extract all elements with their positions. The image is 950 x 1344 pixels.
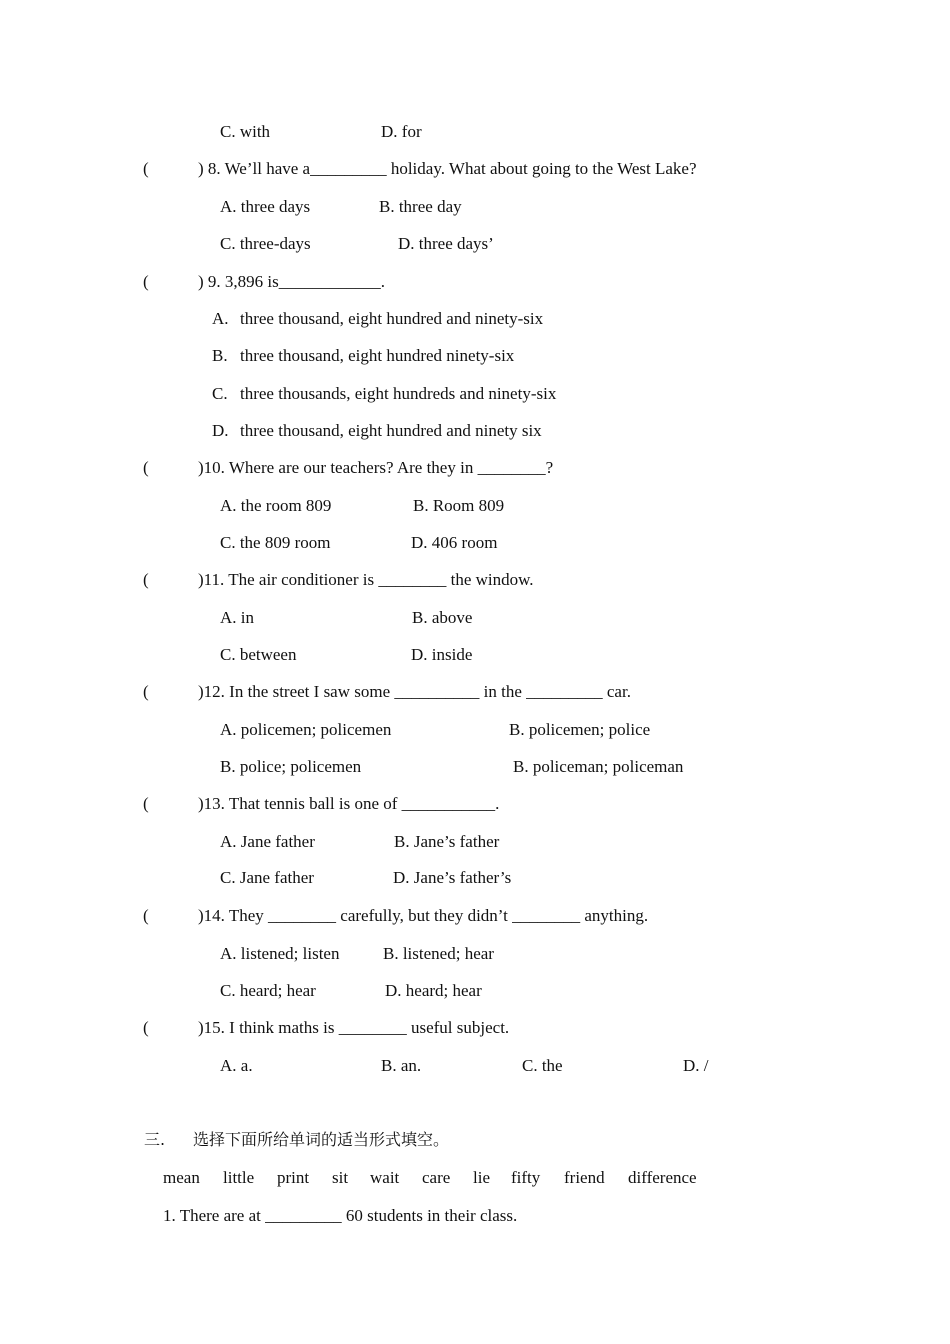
q8-option-d: D. three days’: [398, 234, 494, 253]
q9-option-c-letter: C.: [212, 384, 228, 403]
q15-option-a: A. a.: [220, 1056, 253, 1075]
q10-answer-paren: (: [143, 458, 149, 477]
word-bank-word: sit: [332, 1168, 349, 1187]
q13-stem: )13. That tennis ball is one of ___________.: [198, 794, 500, 813]
q10-option-c: C. the 809 room: [220, 533, 331, 552]
q15-stem: )15. I think maths is ________ useful subject.: [198, 1018, 510, 1037]
q13-option-c: C. Jane father: [220, 868, 314, 887]
q10-option-b: B. Room 809: [413, 496, 505, 515]
word-bank-word: care: [422, 1168, 451, 1187]
q11-option-c: C. between: [220, 645, 297, 664]
q14-answer-paren: (: [143, 906, 149, 925]
q9-option-d-text: three thousand, eight hundred and ninety six: [240, 421, 542, 440]
q8-answer-paren: (: [143, 159, 149, 178]
q15-option-b: B. an.: [381, 1056, 422, 1075]
q12-answer-paren: (: [143, 682, 149, 701]
q7-option-d: D. for: [381, 122, 422, 141]
q14-option-d: D. heard; hear: [385, 981, 482, 1000]
q13-answer-paren: (: [143, 794, 149, 813]
word-bank-word: difference: [628, 1168, 697, 1187]
q12-option-b: B. policemen; police: [509, 720, 651, 739]
q15-option-d: D. /: [683, 1056, 709, 1075]
q8-option-c: C. three-days: [220, 234, 311, 253]
word-bank-word: little: [223, 1168, 255, 1187]
q11-stem: )11. The air conditioner is ________ the window.: [198, 570, 534, 589]
q13-option-d: D. Jane’s father’s: [393, 868, 512, 887]
q9-option-a-letter: A.: [212, 309, 229, 328]
q13-option-b: B. Jane’s father: [394, 832, 500, 851]
q7-option-c: C. with: [220, 122, 271, 141]
word-bank-word: wait: [370, 1168, 400, 1187]
q9-answer-paren: (: [143, 272, 149, 291]
q9-option-a-text: three thousand, eight hundred and ninety-six: [240, 309, 544, 328]
section-3-title: 选择下面所给单词的适当形式填空。: [193, 1130, 450, 1149]
word-bank-word: fifty: [511, 1168, 541, 1187]
word-bank-word: friend: [564, 1168, 605, 1187]
q14-option-a: A. listened; listen: [220, 944, 340, 963]
q11-option-b: B. above: [412, 608, 473, 627]
q9-option-b-text: three thousand, eight hundred ninety-six: [240, 346, 515, 365]
q9-option-c-text: three thousands, eight hundreds and ninety-six: [240, 384, 557, 403]
q14-option-c: C. heard; hear: [220, 981, 316, 1000]
q12-stem: )12. In the street I saw some __________ in the _________ car.: [198, 682, 631, 701]
q9-stem: ) 9. 3,896 is____________.: [198, 272, 385, 291]
q8-stem: ) 8. We’ll have a_________ holiday. What about going to the West Lake?: [198, 159, 697, 178]
q12-option-c: B. police; policemen: [220, 757, 362, 776]
q12-option-d: B. policeman; policeman: [513, 757, 684, 776]
word-bank-word: print: [277, 1168, 310, 1187]
section-3-item-1: 1. There are at _________ 60 students in their class.: [163, 1206, 518, 1225]
q15-option-c: C. the: [522, 1056, 563, 1075]
q9-option-d-letter: D.: [212, 421, 229, 440]
q15-answer-paren: (: [143, 1018, 149, 1037]
q8-option-b: B. three day: [379, 197, 462, 216]
q13-option-a: A. Jane father: [220, 832, 315, 851]
q11-answer-paren: (: [143, 570, 149, 589]
q14-stem: )14. They ________ carefully, but they didn’t ________ anything.: [198, 906, 649, 925]
q11-option-a: A. in: [220, 608, 254, 627]
q10-option-a: A. the room 809: [220, 496, 332, 515]
q12-option-a: A. policemen; policemen: [220, 720, 392, 739]
q11-option-d: D. inside: [411, 645, 473, 664]
section-3-number: 三.: [144, 1130, 166, 1149]
q14-option-b: B. listened; hear: [383, 944, 494, 963]
word-bank-word: mean: [163, 1168, 200, 1187]
q10-option-d: D. 406 room: [411, 533, 498, 552]
q8-option-a: A. three days: [220, 197, 311, 216]
word-bank-word: lie: [473, 1168, 490, 1187]
q9-option-b-letter: B.: [212, 346, 228, 365]
q10-stem: )10. Where are our teachers? Are they in ________?: [198, 458, 554, 477]
